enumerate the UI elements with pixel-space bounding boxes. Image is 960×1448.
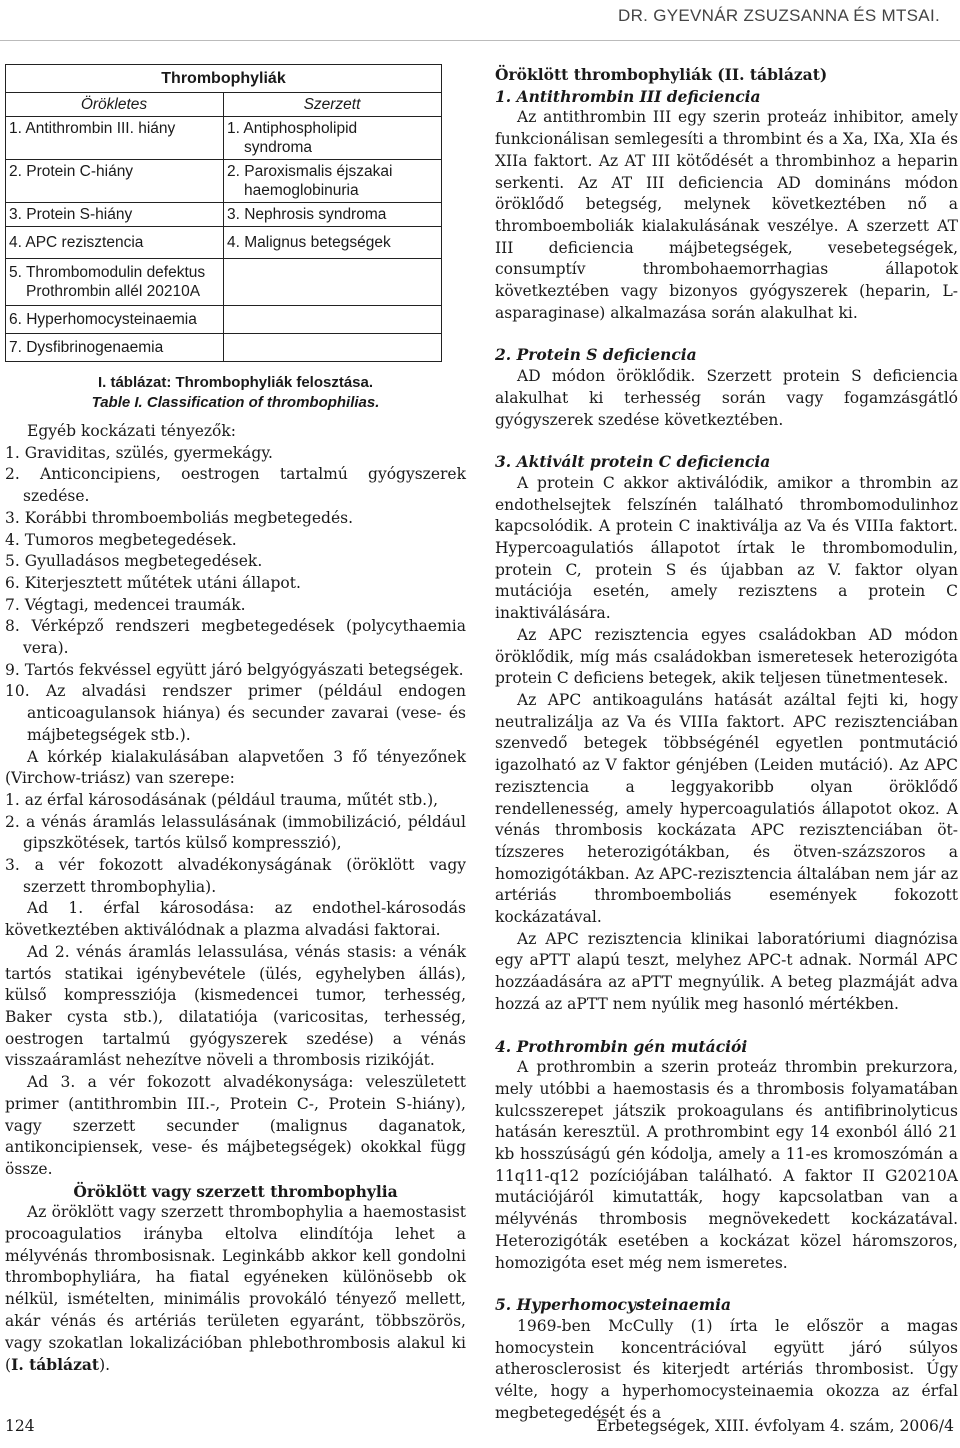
cell-text-cont: haemoglobinuria xyxy=(244,182,359,199)
list-item: 1. az érfal károsodásának (például trauma, műtét stb.), xyxy=(5,790,439,809)
section-1-body: Az antithrombin III egy szerin proteáz inhibitor, amely funkcionálisan semlegesíti a thrombint és a Xa, IXa, XIa és XIIa faktort. Az AT III kötődését a thrombinhoz a heparin serkenti. Az AT III deficiencia AD domináns módon öröklődő betegség, melynek következtében nő a thromboemboliák kialakulásának veszélye. A szerzett AT III deficiencia májbetegségek, vesebetegségek, consumptív thrombohaemorrhagias állapotok következtében vagy bizonyos gyógyszerek (heparin, L-asparaginase) alkalmazása során alakulhat ki. xyxy=(495,108,958,322)
paragraph-ad1: Ad 1. érfal károsodása: az endothel-károsodás következtében aktiválódnak a plazma alvadási faktorai. xyxy=(5,899,466,940)
cell-text: 5. Thrombomodulin defektus xyxy=(9,264,206,281)
right-title: Öröklött thrombophyliák (II. táblázat) xyxy=(495,65,828,84)
cell-text: 1. Antiphospholipid xyxy=(227,120,358,137)
table-cell xyxy=(6,259,224,306)
table-cell xyxy=(224,160,442,203)
section-body xyxy=(5,1202,466,1377)
section-2-body: AD módon öröklődik. Szerzett protein S deficiencia alakulhat ki terhesség során vagy fogamzásgátló gyógyszerek szedése következtében. xyxy=(495,367,958,429)
paragraph-ad3: Ad 3. a vér fokozott alvadékonysága: veleszületett primer (antithrombin III.-, Protein C-, Protein S-hiány), vagy szerzett secunder (malignus daganatok, antikoncipiensek, vese- és májbetegségek) okokkal függ össze. xyxy=(5,1073,466,1178)
spacer xyxy=(495,1274,958,1294)
cell-text: 2. Paroxismalis éjszakai xyxy=(227,163,393,180)
header-rule xyxy=(0,40,960,41)
section-5-title: 5. Hyperhomocysteinaemia xyxy=(495,1295,732,1315)
section-body-end: ). xyxy=(99,1356,111,1375)
cell-text: 6. Hyperhomocysteinaemia xyxy=(9,311,197,328)
risk-title: Egyéb kockázati tényezők: xyxy=(27,422,237,440)
virchow-intro: A kórkép kialakulásában alapvetően 3 fő tényezőnek (Virchow-triász) van szerepe: xyxy=(5,747,466,788)
table-row xyxy=(6,227,442,259)
section-3-p4: Az APC rezisztencia klinikai laboratóriumi diagnózisa egy aPTT alapú teszt, melyhez APC-t adnak. Normál APC hozzáadására az aPTT megnyúlik. A beteg plazmáját adva hozzá az aPTT nem nyúlik meg hasonló mértékben. xyxy=(495,929,958,1013)
cell-text: 1. Antithrombin III. hiány xyxy=(9,120,176,137)
spacer xyxy=(495,324,958,344)
cell-text: 4. Malignus betegségek xyxy=(227,234,391,251)
table-cell xyxy=(224,227,442,259)
table-row xyxy=(6,160,442,203)
section-4-title: 4. Prothrombin gén mutációi xyxy=(495,1036,748,1056)
list-item: 4. Tumoros megbetegedések. xyxy=(5,530,237,549)
caption-hu: I. táblázat: Thrombophyliák felosztása. xyxy=(97,374,374,391)
section-3-p3: Az APC antikoaguláns hatását azáltal fejti ki, hogy neutralizálja az Va és VIIIa faktort. APC rezisztenciában szenvedő betegek többségénél egyetlen pontmutáció igazolható az V faktor génjében (Leiden mutáció). Az APC rezisztencia a leggyakoribb olyan öröklődő rendellenesség, amely hypercoagulatiós állapotot okoz. A vénás thrombosis kockázata APC rezisztenciában öt-tízszeres heterozigótákban, és ötven-százszoros a homozigótákban. Az APC-rezisztencia általában nem jár az artériás thromboemboliás események fokozott kockázatával. xyxy=(495,690,958,927)
list-item: 2. Anticoncipiens, oestrogen tartalmú gyógyszerek szedése. xyxy=(5,465,466,506)
table-reference: I. táblázat xyxy=(11,1355,100,1375)
list-item: 3. a vér fokozott alvadékonyságának (öröklött vagy szerzett thrombophylia). xyxy=(5,856,466,896)
table-cell xyxy=(6,203,224,227)
list-item: 2. a vénás áramlás lelassulásának (immobilizáció, például gipszkötések, tartós külső kompresszió), xyxy=(5,812,466,853)
cell-text: 7. Dysfibrinogenaemia xyxy=(9,339,164,356)
list-item: 6. Kiterjesztett műtétek utáni állapot. xyxy=(5,573,301,592)
section-title: Öröklött vagy szerzett thrombophylia xyxy=(73,1181,398,1201)
left-column xyxy=(5,64,466,1377)
list-item: 1. Graviditas, szülés, gyermekágy. xyxy=(5,443,273,462)
list-item: 8. Vérképző rendszeri megbetegedések (polycythaemia vera). xyxy=(5,617,466,658)
section-3-p1: A protein C akkor aktiválódik, amikor a thrombin az endothelsejtek felszínén található thrombomodulinhoz kapcsolódik. A protein C inaktiválja az Va és VIIIa faktort. Hypercoagulatiós állapotot írtak le thrombomodulin, protein C, protein S és újabban az V. faktor olyan mutációja esetén, amely rezisztens a protein C inaktiválására. xyxy=(495,473,958,623)
cell-text: 4. APC rezisztencia xyxy=(9,234,144,251)
list-item: 5. Gyulladásos megbetegedések. xyxy=(5,552,263,571)
list-item: 7. Végtagi, medencei traumák. xyxy=(5,595,246,614)
cell-text: 2. Protein C-hiány xyxy=(9,163,134,180)
table-cell xyxy=(224,117,442,160)
table-row xyxy=(6,334,442,362)
list-item: 10. Az alvadási rendszer primer (például endogen anticoagulansok hiánya) és secunder zavarai (vese- és májbetegségek stb.). xyxy=(5,682,466,744)
table-row xyxy=(6,306,442,334)
table-cell xyxy=(224,203,442,227)
section-4-body: A prothrombin a szerin proteáz thrombin prekurzora, mely utóbbi a haemostasis és a thrombosis folyamatában kulcsszerepet játszik prokoagulans és antifibrinolyticus hatásán keresztül. A prothrombint egy 14 exonból álló 21 kb hosszúságú gén kódolja, amely a 11-es kromoszómán a 11q11-q12 pozíciójában található. A faktor II G20210A mutációjáról kimutatták, hogy kapcsolatban van a mélyvénás thrombosis megnövekedett kockázatával. Heterozigóták esetében a kockázat közel háromszoros, homozigóta eset még nem ismeretes. xyxy=(495,1058,958,1272)
section-2-title: 2. Protein S deficiencia xyxy=(495,345,697,365)
section-3-title: 3. Aktivált protein C deficiencia xyxy=(495,452,771,472)
thrombophilia-table xyxy=(5,64,442,362)
section-1-title: 1. Antithrombin III deficiencia xyxy=(495,86,761,106)
table-row xyxy=(6,259,442,306)
section-body-text: Az öröklött vagy szerzett thrombophylia a haemostasist procoagulatios irányba eltolva elindítója lehet a mélyvénás thrombosisnak. Leginkább akkor kell gondolni thrombophyliára, ha fiatal egyéneken különösebb ok nélkül, ismételten, minimális provokáló tényező mellett, akár vénás és artériás területen egyaránt, többszörös, vagy szokatlan lokalizációban phlebothrombosis alakul ki ( xyxy=(5,1203,466,1375)
table-cell xyxy=(6,117,224,160)
table-cell xyxy=(224,306,442,334)
section-3-p2: Az APC rezisztencia egyes családokban AD módon öröklődik, míg más családokban ismeretesek heterozigóta protein C deficiens betegek, akik teljesen tünetmentesek. xyxy=(495,625,958,688)
spacer xyxy=(495,1016,958,1036)
cell-text: 3. Nephrosis syndroma xyxy=(227,206,387,223)
table-cell xyxy=(6,306,224,334)
cell-text: 3. Protein S-hiány xyxy=(9,206,133,223)
spacer xyxy=(495,431,958,451)
table-header-acquired: Szerzett xyxy=(224,93,442,117)
table-cell xyxy=(6,334,224,362)
caption-en: Table I. Classification of thrombophilias. xyxy=(91,394,380,411)
table-cell xyxy=(224,259,442,306)
section-5-body: 1969-ben McCully (1) írta le először a magas homocystein koncentrációval együtt járó súlyos atherosclerosist és kiterjedt artériás thrombosist. Úgy vélte, hogy a hyperhomocysteinaemia okozza az érfal megbetegedését és a xyxy=(495,1316,958,1422)
table-cell xyxy=(6,227,224,259)
list-item: 3. Korábbi thromboemboliás megbetegedés. xyxy=(5,508,354,527)
page-number: 124 xyxy=(5,1417,35,1435)
table-row xyxy=(6,203,442,227)
paragraph-ad2: Ad 2. vénás áramlás lelassulása, vénás stasis: a vénák tartós statikai igénybevétele (ülés, egyhelyben állás), külső kompressziója (kismedencei tumor, terhesség, Baker cysta stb.), dilatatiója (varicositas, terhesség, oestrogen tartalmú gyógyszerek szedése) a vénás visszaáramlást nehezítve növeli a thrombosis rizikóját. xyxy=(5,942,466,1070)
table-caption xyxy=(5,373,466,413)
risk-factors xyxy=(5,421,466,1377)
table-row xyxy=(6,117,442,160)
table-header-inherited: Örökletes xyxy=(6,93,224,117)
running-header: DR. GYEVNÁR ZSUZSANNA ÉS MTSAI. xyxy=(618,6,940,25)
table-cell xyxy=(224,334,442,362)
right-column xyxy=(495,64,958,1424)
cell-text-cont: syndroma xyxy=(244,139,313,156)
journal-citation: Érbetegségek, XIII. évfolyam 4. szám, 2006/4 xyxy=(596,1417,954,1435)
list-item: 9. Tartós fekvéssel együtt járó belgyógyászati betegségek. xyxy=(5,660,464,679)
table-title: Thrombophyliák xyxy=(6,65,442,93)
table-cell xyxy=(6,160,224,203)
cell-text-cont: Prothrombin allél 20210A xyxy=(26,283,201,300)
